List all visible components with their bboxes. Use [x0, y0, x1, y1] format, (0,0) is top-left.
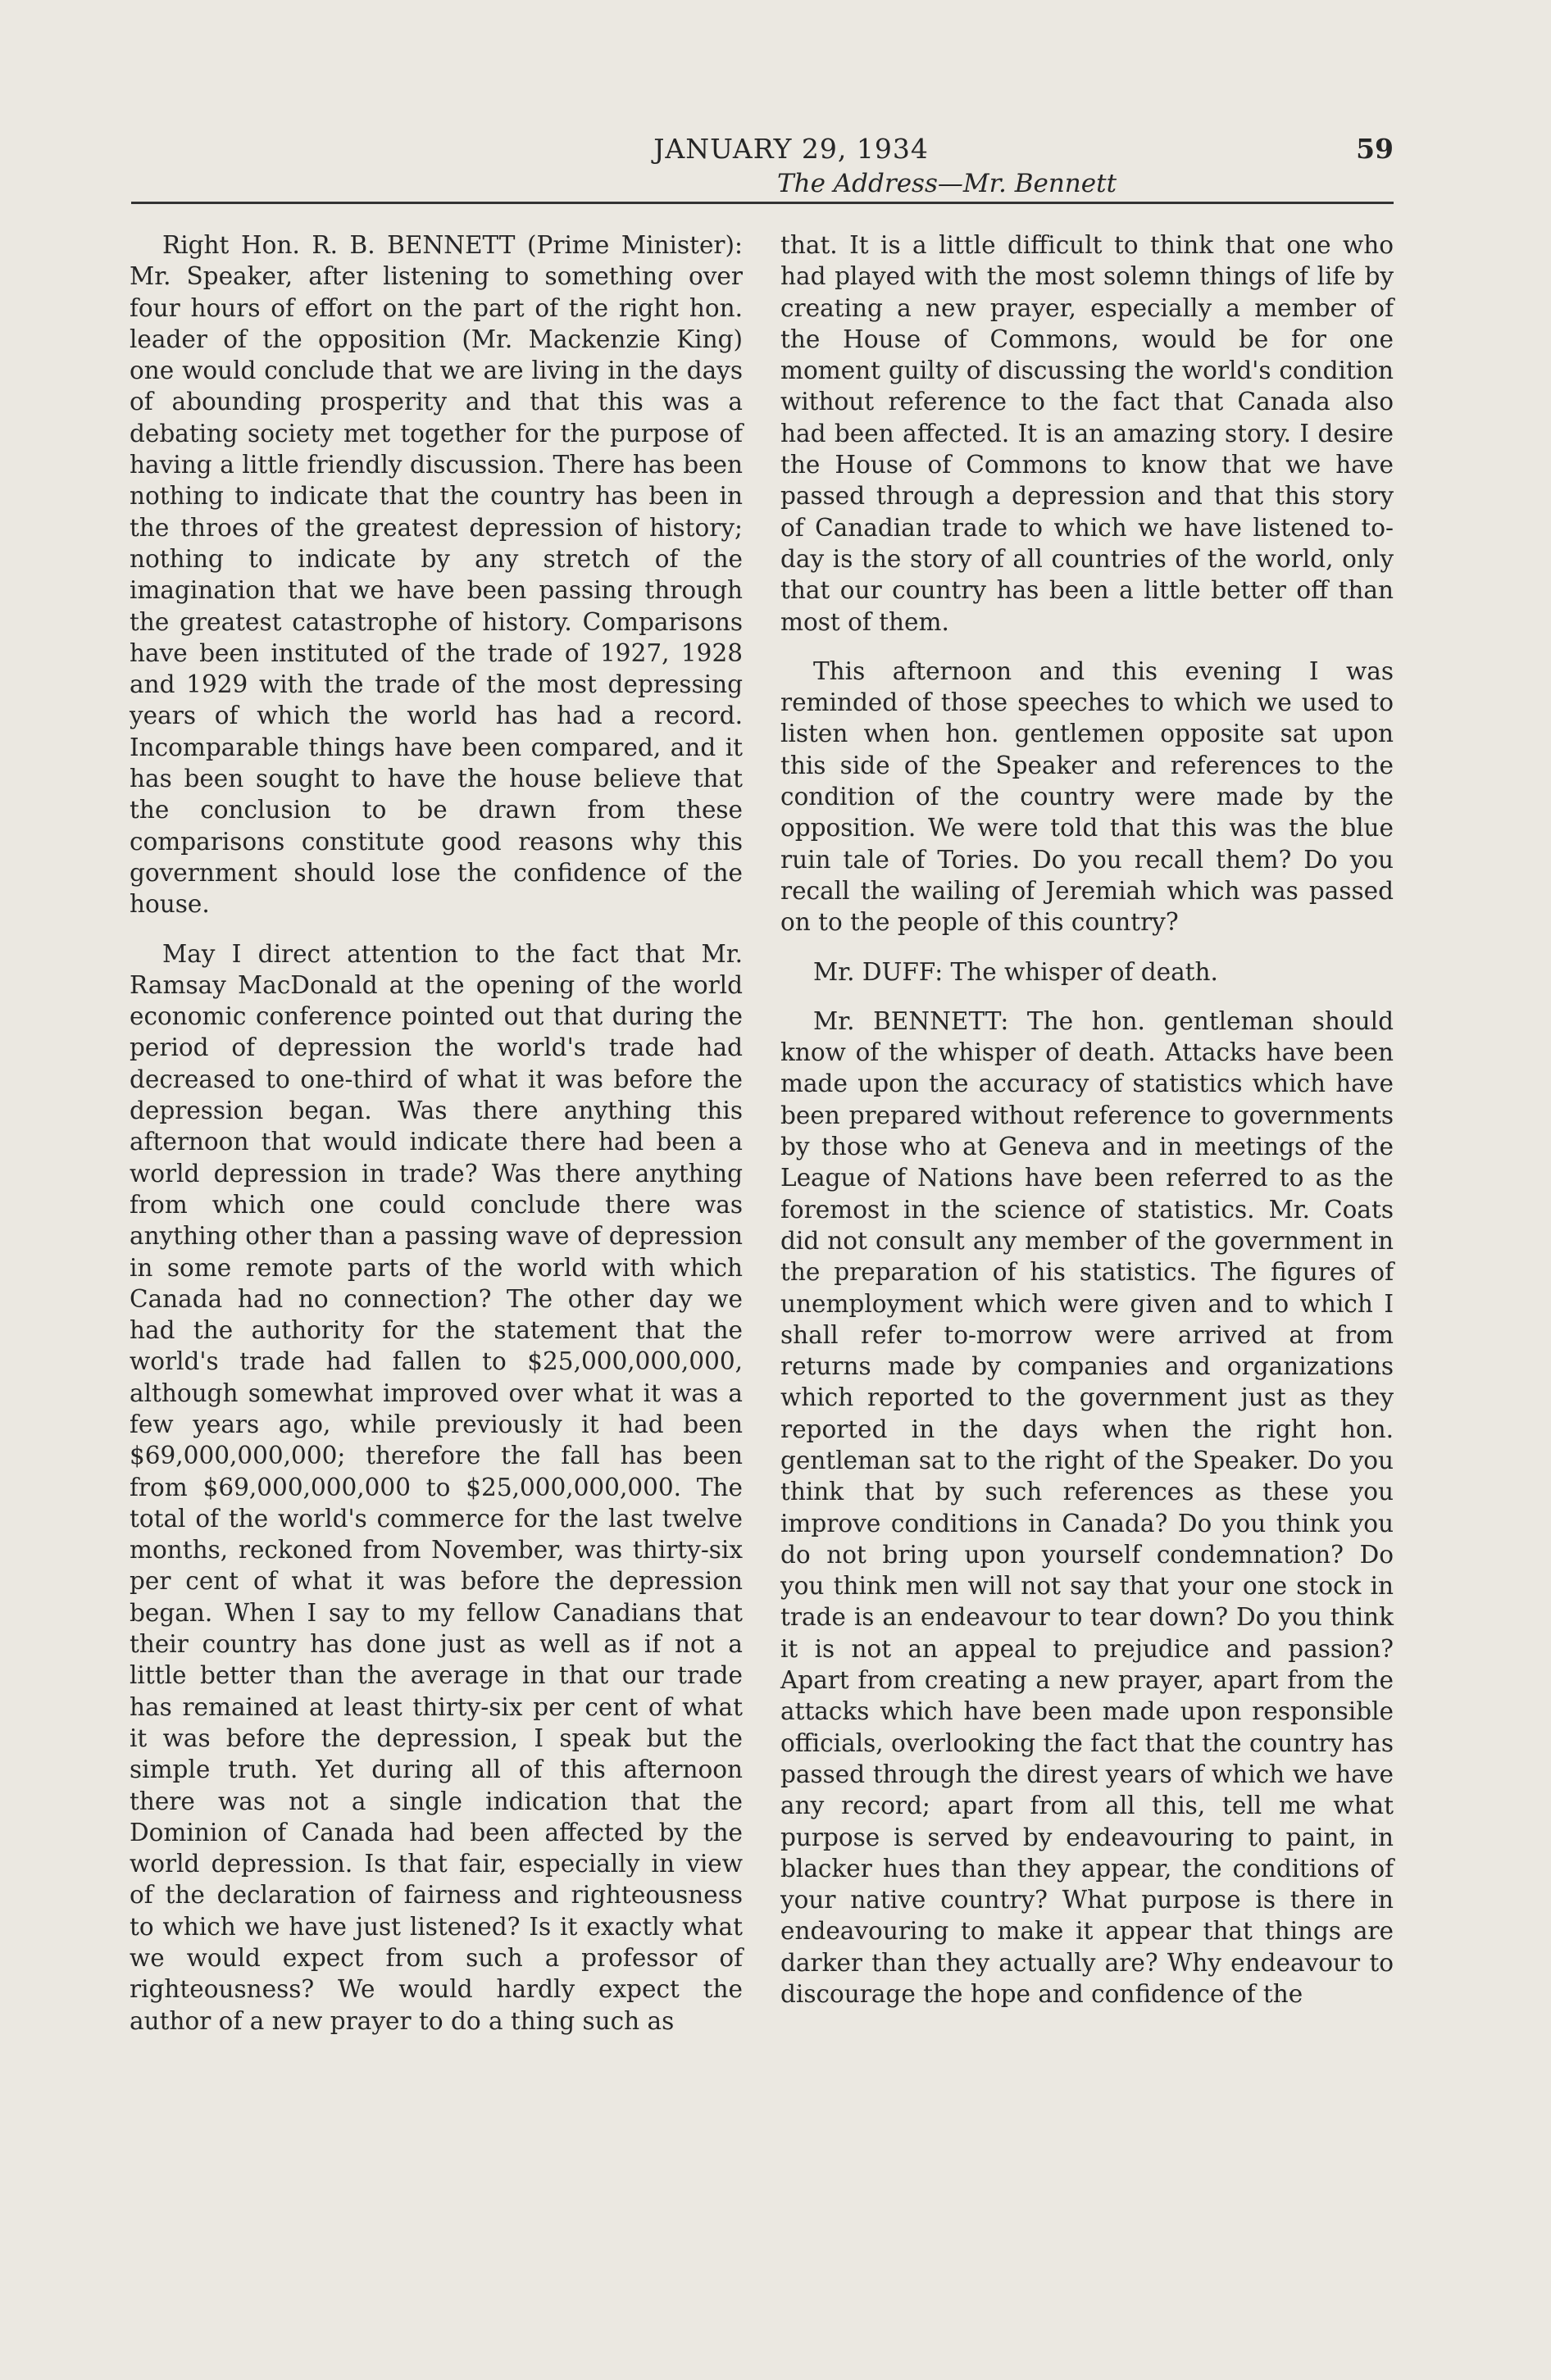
paragraph-duff-interjection: Mr. DUFF: The whisper of death. [813, 957, 1218, 986]
left-column [130, 229, 743, 2055]
running-header [189, 129, 1394, 203]
paragraph-speeches: This afternoon and this evening I was reminded of those speeches to which we used to listen when hon. gentlemen opposite sat upon this side of the Speaker and references to the condition of the country were made by the opposition. We were told that this was the blue ruin tale of Tories. Do you recall them? Do you recall the wailing of Jeremiah which was passed on to the people of this country? [780, 656, 1394, 937]
paragraph-bennett-opening: Right Hon. R. B. BENNETT (Prime Minister): Mr. Speaker, after listening to something over four hours of effort on the part of the right hon. leader of the opposition (Mr. Mackenzie King) one would conclude that we are living in the days of abounding prosperity and that this was a debating society met together for the purpose of having a little friendly discussion. There has been nothing to indicate that the country has been in the throes of the greatest depression of history; nothing to indicate by any stretch of the imagination that we have been passing through the greatest catastrophe of history. Comparisons have been instituted of the trade of 1927, 1928 and 1929 with the trade of the most depressing years of which the world has had a record. Incomparable things have been compared, and it has been sought to have the house believe that the conclusion to be drawn from these comparisons constitute good reasons why this government should lose the confidence of the house. [130, 231, 743, 919]
paragraph-macdonald: May I direct attention to the fact that Mr. Ramsay MacDonald at the opening of the world economic conference pointed out that during the period of depression the world's trade had decreased to one-third of what it was before the depression began. Was there anything this afternoon that would indicate there had been a world depression in trade? Was there anything from which one could conclude there was anything other than a passing wave of depression in some remote parts of the world with which Canada had no connection? The other day we had the authority for the statement that the world's trade had fallen to $25,000,000,000, although somewhat improved over what it was a few years ago, while previously it had been $69,000,000,000; therefore the fall has been from $69,000,000,000 to $25,000,000,000. The total of the world's commerce for the last twelve months, reckoned from November, was thirty-six per cent of what it was before the depression began. When I say to my fellow Canadians that their country has done just as well as if not a little better than the average in that our trade has remained at least thirty-six per cent of what it was before the depression, I speak but the simple truth. Yet during all of this afternoon there was not a single indication that the Dominion of Canada had been affected by the world depression. Is that fair, especially in view of the declaration of fairness and righteousness to which we have just listened? Is it exactly what we would expect from such a professor of righteousness? We would hardly expect the author of a new prayer to do a thing such as [130, 939, 743, 2035]
header-date: JANUARY 29, 1934 [653, 133, 929, 165]
paragraph-bennett-reply: Mr. BENNETT: The hon. gentleman should know of the whisper of death. Attacks have been made upon the accuracy of statistics which have been prepared without reference to governments by those who at Geneva and in meetings of the League of Nations have been referred to as the foremost in the science of statistics. Mr. Coats did not consult any member of the government in the preparation of his statistics. The figures of unemployment which were given and to which I shall refer to-morrow were arrived at from returns made by companies and organizations which reported to the government just as they reported in the days when the right hon. gentleman sat to the right of the Speaker. Do you think that by such references as these you improve conditions in Canada? Do you think you do not bring upon yourself condemnation? Do you think men will not say that your one stock in trade is an endeavour to tear down? Do you think it is not an appeal to prejudice and passion? Apart from creating a new prayer, apart from the attacks which have been made upon responsible officials, overlooking the fact that the country has passed through the direst years of which we have any record; apart from all this, tell me what purpose is served by endeavouring to paint, in blacker hues than they appear, the conditions of your native country? What purpose is there in endeavouring to make it appear that things are darker than they actually are? Why endeavour to discourage the hope and confidence of the [780, 1006, 1394, 2009]
header-rule [131, 202, 1394, 204]
page-number: 59 [1356, 133, 1394, 165]
right-column [780, 229, 1394, 2028]
paragraph-continuation: that. It is a little difficult to think that one who had played with the most solemn things of life by creating a new prayer, especially a member of the House of Commons, would be for one moment guilty of discussing the world's condition without reference to the fact that Canada also had been affected. It is an amazing story. I desire the House of Commons to know that we have passed through a depression and that this story of Canadian trade to which we have listened to-day is the story of all countries of the world, only that our country has been a little better off than most of them. [780, 231, 1394, 636]
header-subject: The Address—Mr. Bennett [776, 169, 1117, 198]
